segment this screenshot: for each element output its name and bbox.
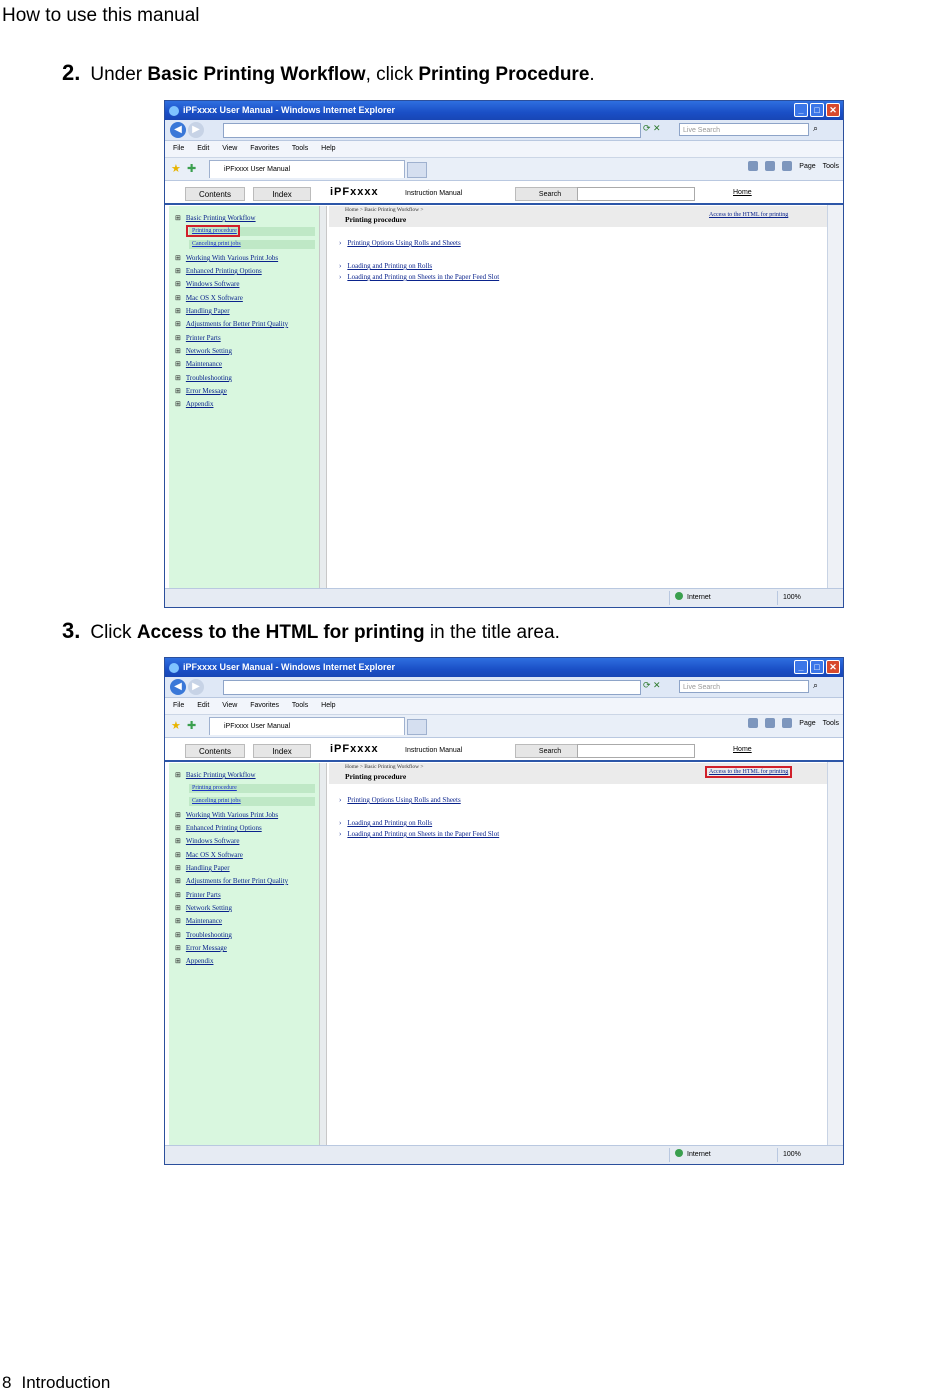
sidebar-item[interactable]: ⊞ Handling Paper [175, 864, 230, 872]
sidebar-item[interactable]: ⊞ Adjustments for Better Print Quality [175, 877, 288, 885]
zone-indicator: Internet [675, 589, 711, 607]
menu-item[interactable]: Edit [197, 702, 210, 709]
page-footer [2, 1373, 110, 1393]
live-search-input[interactable]: Live Search [679, 123, 809, 136]
pane-divider[interactable] [319, 206, 327, 588]
step-3 [62, 618, 560, 644]
step-number: 2. [62, 60, 81, 85]
page-menu[interactable]: Page [799, 719, 816, 727]
menu-item[interactable]: Tools [291, 145, 309, 152]
sidebar-item[interactable]: ⊞ Windows Software [175, 280, 239, 288]
menu-item[interactable]: Tools [291, 702, 309, 709]
content-link[interactable]: › Loading and Printing on Rolls [339, 262, 433, 270]
sidebar-subitem-printing-procedure[interactable]: Printing procedure [189, 784, 315, 793]
page-menu[interactable]: Page [799, 162, 816, 170]
refresh-icon[interactable]: ⟳ ✕ [643, 123, 661, 133]
refresh-icon[interactable]: ⟳ ✕ [643, 680, 661, 690]
sidebar-item[interactable]: ⊞ Error Message [175, 944, 227, 952]
running-header: How to use this manual [2, 5, 200, 26]
step-text: in the title area. [424, 622, 560, 643]
favorites-bar [165, 715, 843, 738]
search-icon[interactable]: ⌕ [813, 123, 819, 133]
menu-item[interactable]: View [222, 145, 238, 152]
menu-item[interactable]: View [222, 702, 238, 709]
new-tab[interactable] [407, 162, 427, 178]
feeds-icon[interactable] [765, 718, 775, 728]
sidebar-item[interactable]: ⊞ Mac OS X Software [175, 851, 243, 859]
address-bar [165, 120, 843, 141]
zone-indicator: Internet [675, 1146, 711, 1164]
maximize-icon[interactable]: □ [810, 660, 824, 674]
tab-index[interactable]: Index [253, 187, 311, 201]
manual-subtitle: Instruction Manual [405, 747, 463, 754]
search-button[interactable]: Search [515, 744, 585, 758]
sidebar-item[interactable]: ⊞ Appendix [175, 400, 213, 408]
zoom-level[interactable]: 100% [783, 594, 801, 601]
sidebar-item[interactable]: ⊞ Handling Paper [175, 307, 230, 315]
sidebar-item[interactable]: ⊞ Working With Various Print Jobs [175, 254, 278, 262]
sidebar-item[interactable]: ⊞ Network Setting [175, 904, 232, 912]
sidebar-item[interactable]: ⊞ Printer Parts [175, 891, 221, 899]
step-bold: Access to the HTML for printing [136, 622, 425, 643]
sidebar-item[interactable]: ⊞ Maintenance [175, 360, 222, 368]
sidebar-item[interactable]: ⊞ Basic Printing Workflow [175, 214, 256, 222]
menu-item[interactable]: File [173, 145, 185, 152]
tab-contents[interactable]: Contents [185, 187, 245, 201]
status-bar [165, 1145, 843, 1164]
access-html-printing-link[interactable]: Access to the HTML for printing [709, 212, 789, 218]
new-tab[interactable] [407, 719, 427, 735]
window-title: iPFxxxx User Manual - Windows Internet Explorer [183, 662, 395, 672]
manual-header [165, 181, 843, 205]
section-name: Introduction [21, 1373, 111, 1392]
page-title: Printing procedure [345, 772, 407, 781]
feeds-icon[interactable] [765, 161, 775, 171]
menu-item[interactable]: Favorites [250, 145, 280, 152]
contents-sidebar [169, 206, 319, 588]
sidebar-subitem-printing-procedure[interactable]: Printing procedure [189, 227, 315, 236]
sidebar-item[interactable]: ⊞ Troubleshooting [175, 931, 232, 939]
sidebar-item[interactable]: ⊞ Basic Printing Workflow [175, 771, 256, 779]
home-icon[interactable] [748, 718, 758, 728]
content-pane [329, 206, 825, 588]
step-text: Click [90, 622, 137, 643]
window-titlebar [165, 658, 843, 677]
page-number: 8 [2, 1373, 12, 1392]
browser-tab[interactable]: iPFxxxx User Manual [209, 717, 405, 735]
content-link[interactable]: › Loading and Printing on Sheets in the Paper Feed Slot [339, 830, 500, 838]
tools-menu[interactable]: Tools [822, 719, 839, 727]
add-favorite-icon[interactable]: ✚ [187, 720, 197, 732]
sidebar-item[interactable]: ⊞ Printer Parts [175, 334, 221, 342]
sidebar-item[interactable]: ⊞ Windows Software [175, 837, 239, 845]
forward-icon[interactable]: ▶ [188, 679, 204, 695]
search-input[interactable] [577, 744, 695, 758]
sidebar-item[interactable]: ⊞ Network Setting [175, 347, 232, 355]
content-link[interactable]: › Loading and Printing on Rolls [339, 819, 433, 827]
menu-item[interactable]: Favorites [250, 702, 280, 709]
print-icon[interactable] [782, 718, 792, 728]
address-bar [165, 677, 843, 698]
sidebar-item[interactable]: ⊞ Enhanced Printing Options [175, 267, 262, 275]
favorites-bar [165, 158, 843, 181]
sidebar-subitem-canceling[interactable]: Canceling print jobs [189, 797, 315, 806]
content-pane [329, 763, 825, 1145]
contents-sidebar [169, 763, 319, 1145]
sidebar-item[interactable]: ⊞ Mac OS X Software [175, 294, 243, 302]
tab-contents[interactable]: Contents [185, 744, 245, 758]
sidebar-subitem-canceling[interactable]: Canceling print jobs [189, 240, 315, 249]
live-search-input[interactable]: Live Search [679, 680, 809, 693]
tools-menu[interactable]: Tools [822, 162, 839, 170]
minimize-icon[interactable]: _ [794, 103, 808, 117]
window-title: iPFxxxx User Manual - Windows Internet Explorer [183, 105, 395, 115]
favorites-star-icon[interactable]: ★ [171, 720, 181, 732]
search-input[interactable] [577, 187, 695, 201]
sidebar-item[interactable]: ⊞ Enhanced Printing Options [175, 824, 262, 832]
home-link[interactable]: Home [733, 189, 752, 196]
menu-item[interactable]: Help [321, 702, 336, 709]
menu-item[interactable]: Edit [197, 145, 210, 152]
browser-screenshot [164, 100, 844, 608]
manual-title: iPFxxxx [330, 186, 379, 198]
step-number: 3. [62, 618, 81, 643]
browser-screenshot [164, 657, 844, 1165]
step-text: , click [365, 64, 419, 85]
title-area [329, 206, 829, 227]
scrollbar[interactable] [827, 762, 843, 1146]
browser-tab[interactable]: iPFxxxx User Manual [209, 160, 405, 178]
zoom-level[interactable]: 100% [783, 1151, 801, 1158]
back-icon[interactable]: ◀ [170, 679, 186, 695]
ie-icon [169, 106, 179, 116]
step-text: . [589, 64, 595, 85]
step-2 [62, 60, 595, 86]
search-icon[interactable]: ⌕ [813, 680, 819, 690]
close-icon[interactable]: ✕ [826, 660, 840, 674]
scrollbar[interactable] [827, 205, 843, 589]
window-titlebar [165, 101, 843, 120]
close-icon[interactable]: ✕ [826, 103, 840, 117]
menu-bar [165, 698, 843, 715]
breadcrumb[interactable]: Home > Basic Printing Workflow > [345, 207, 424, 213]
maximize-icon[interactable]: □ [810, 103, 824, 117]
menu-item[interactable]: Help [321, 145, 336, 152]
access-html-printing-link[interactable]: Access to the HTML for printing [709, 769, 789, 775]
sidebar-item[interactable]: ⊞ Adjustments for Better Print Quality [175, 320, 288, 328]
search-button[interactable]: Search [515, 187, 585, 201]
add-favorite-icon[interactable]: ✚ [187, 163, 197, 175]
manual-subtitle: Instruction Manual [405, 190, 463, 197]
content-link[interactable]: › Printing Options Using Rolls and Sheets [339, 796, 461, 804]
step-bold: Printing Procedure [418, 64, 590, 85]
menu-bar [165, 141, 843, 158]
minimize-icon[interactable]: _ [794, 660, 808, 674]
sidebar-item[interactable]: ⊞ Appendix [175, 957, 213, 965]
pane-divider[interactable] [319, 763, 327, 1145]
address-input[interactable] [223, 680, 641, 695]
sidebar-item[interactable]: ⊞ Working With Various Print Jobs [175, 811, 278, 819]
sidebar-item[interactable]: ⊞ Error Message [175, 387, 227, 395]
content-link[interactable]: › Printing Options Using Rolls and Sheets [339, 239, 461, 247]
home-icon[interactable] [748, 161, 758, 171]
sidebar-item[interactable]: ⊞ Maintenance [175, 917, 222, 925]
tab-index[interactable]: Index [253, 744, 311, 758]
page-title: Printing procedure [345, 215, 407, 224]
home-link[interactable]: Home [733, 746, 752, 753]
manual-header [165, 738, 843, 762]
back-icon[interactable]: ◀ [170, 122, 186, 138]
content-link[interactable]: › Loading and Printing on Sheets in the Paper Feed Slot [339, 273, 500, 281]
forward-icon[interactable]: ▶ [188, 122, 204, 138]
step-text: Under [90, 64, 148, 85]
favorites-star-icon[interactable]: ★ [171, 163, 181, 175]
breadcrumb[interactable]: Home > Basic Printing Workflow > [345, 764, 424, 770]
address-input[interactable] [223, 123, 641, 138]
ie-icon [169, 663, 179, 673]
print-icon[interactable] [782, 161, 792, 171]
title-area [329, 763, 829, 784]
sidebar-item[interactable]: ⊞ Troubleshooting [175, 374, 232, 382]
manual-title: iPFxxxx [330, 743, 379, 755]
menu-item[interactable]: File [173, 702, 185, 709]
step-bold: Basic Printing Workflow [147, 64, 366, 85]
status-bar [165, 588, 843, 607]
